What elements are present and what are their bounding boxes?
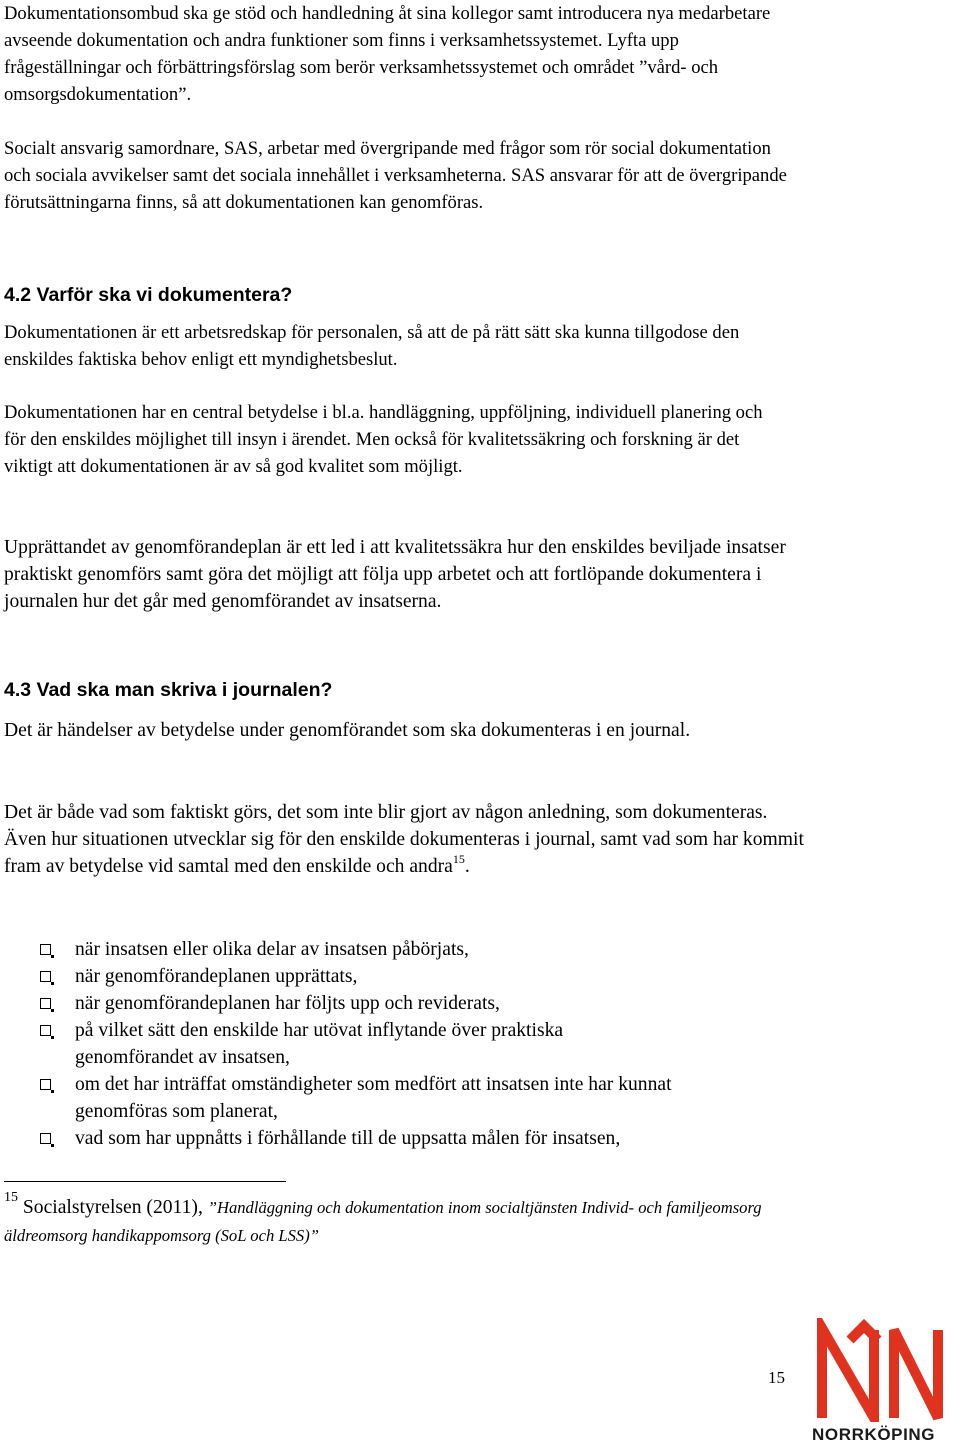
checklist-item (0, 963, 800, 990)
checkbox-icon (40, 944, 51, 955)
checklist-item-text: när genomförandeplanen upprättats, (75, 966, 358, 987)
paragraph-dokumentationsombud: Dokumentationsombud ska ge stöd och handledning åt sina kollegor samt introducera nya medarbetare avseende dokumentation och andra funktioner som finns i verksamhetssystemet. Lyfta upp frågeställningar och förbättringsförslag som berör verksamhetssystemet och området ”vård- och omsorgsdokumentation”. (4, 3, 771, 105)
checkbox-icon (40, 1079, 51, 1090)
checklist-item-text: på vilket sätt den enskilde har utövat inflytande över praktiska genomförandet av insatsen, (75, 1020, 564, 1068)
checkbox-icon (40, 971, 51, 982)
checklist (0, 936, 800, 1152)
checklist-item (0, 1017, 800, 1071)
checklist-item-text: om det har inträffat omständigheter som medfört att insatsen inte har kunnat genomföras som planerat, (75, 1074, 672, 1122)
footnote-reference: 15 (452, 852, 465, 866)
footnote (4, 1190, 784, 1250)
footnote-divider (4, 1181, 286, 1182)
paragraph-vad-som-gors-text: Det är både vad som faktiskt görs, det som inte blir gjort av någon anledning, som dokumenteras. Även hur situationen utvecklar sig för den enskilde dokumenteras i journal, samt vad som har kommit fram av betydelse vid samtal med den enskilde och andra (4, 802, 804, 877)
page-number: 15 (768, 1368, 785, 1387)
checklist-item (0, 936, 800, 963)
paragraph-end-period: . (464, 856, 470, 877)
paragraph-sas: Socialt ansvarig samordnare, SAS, arbetar med övergripande med frågor som rör social dokumentation och sociala avvikelser samt det sociala innehållet i verksamheterna. SAS ansvarar för att de övergripande förutsättningarna finns, så att dokumentationen kan genomföras. (4, 138, 787, 213)
checklist-item-text: när genomförandeplanen har följts upp och reviderats, (75, 993, 500, 1014)
checkbox-icon (40, 1025, 51, 1036)
checkbox-icon (40, 998, 51, 1009)
checklist-item (0, 990, 800, 1017)
paragraph-handelser: Det är händelser av betydelse under genomförandet som ska dokumenteras i en journal. (4, 720, 691, 741)
paragraph-vad-som-gors (4, 799, 804, 880)
logo-text: NORRKÖPING (812, 1425, 936, 1444)
paragraph-genomforandeplan: Upprättandet av genomförandeplan är ett led i att kvalitetssäkra hur den enskildes beviljade insatser praktiskt genomförs samt göra det möjligt att följa upp arbetet och att fortlöpande dokumentera i journalen hur det går med genomförandet av insatserna. (4, 537, 786, 612)
footnote-source: Socialstyrelsen (2011), (22, 1197, 203, 1218)
paragraph-central-betydelse: Dokumentationen har en central betydelse i bl.a. handläggning, uppföljning, individuell planering och för den enskildes möjlighet till insyn i ärendet. Men också för kvalitetssäkring och forskning är det viktigt att dokumentationen är av så god kvalitet som möjligt. (4, 402, 763, 477)
heading-4-2: 4.2 Varför ska vi dokumentera? (4, 284, 293, 306)
checklist-item-text: vad som har uppnåtts i förhållande till de uppsatta målen för insatsen, (75, 1128, 621, 1149)
checklist-item (0, 1071, 800, 1125)
footnote-citation: ”Handläggning och dokumentation inom socialtjänsten Individ- och familjeomsorg äldreomsorg handikappomsorg (SoL och LSS)” (4, 1198, 762, 1245)
paragraph-arbetsredskap: Dokumentationen är ett arbetsredskap för personalen, så att de på rätt sätt ska kunna tillgodose den enskildes faktiska behov enligt ett myndighetsbeslut. (4, 322, 740, 370)
footnote-number: 15 (4, 1190, 18, 1205)
heading-4-3: 4.3 Vad ska man skriva i journalen? (4, 679, 333, 701)
checklist-item-text: när insatsen eller olika delar av insatsen påbörjats, (75, 939, 469, 960)
checklist-item (0, 1125, 800, 1152)
norrkoping-logo-icon (812, 1318, 948, 1422)
checkbox-icon (40, 1133, 51, 1144)
